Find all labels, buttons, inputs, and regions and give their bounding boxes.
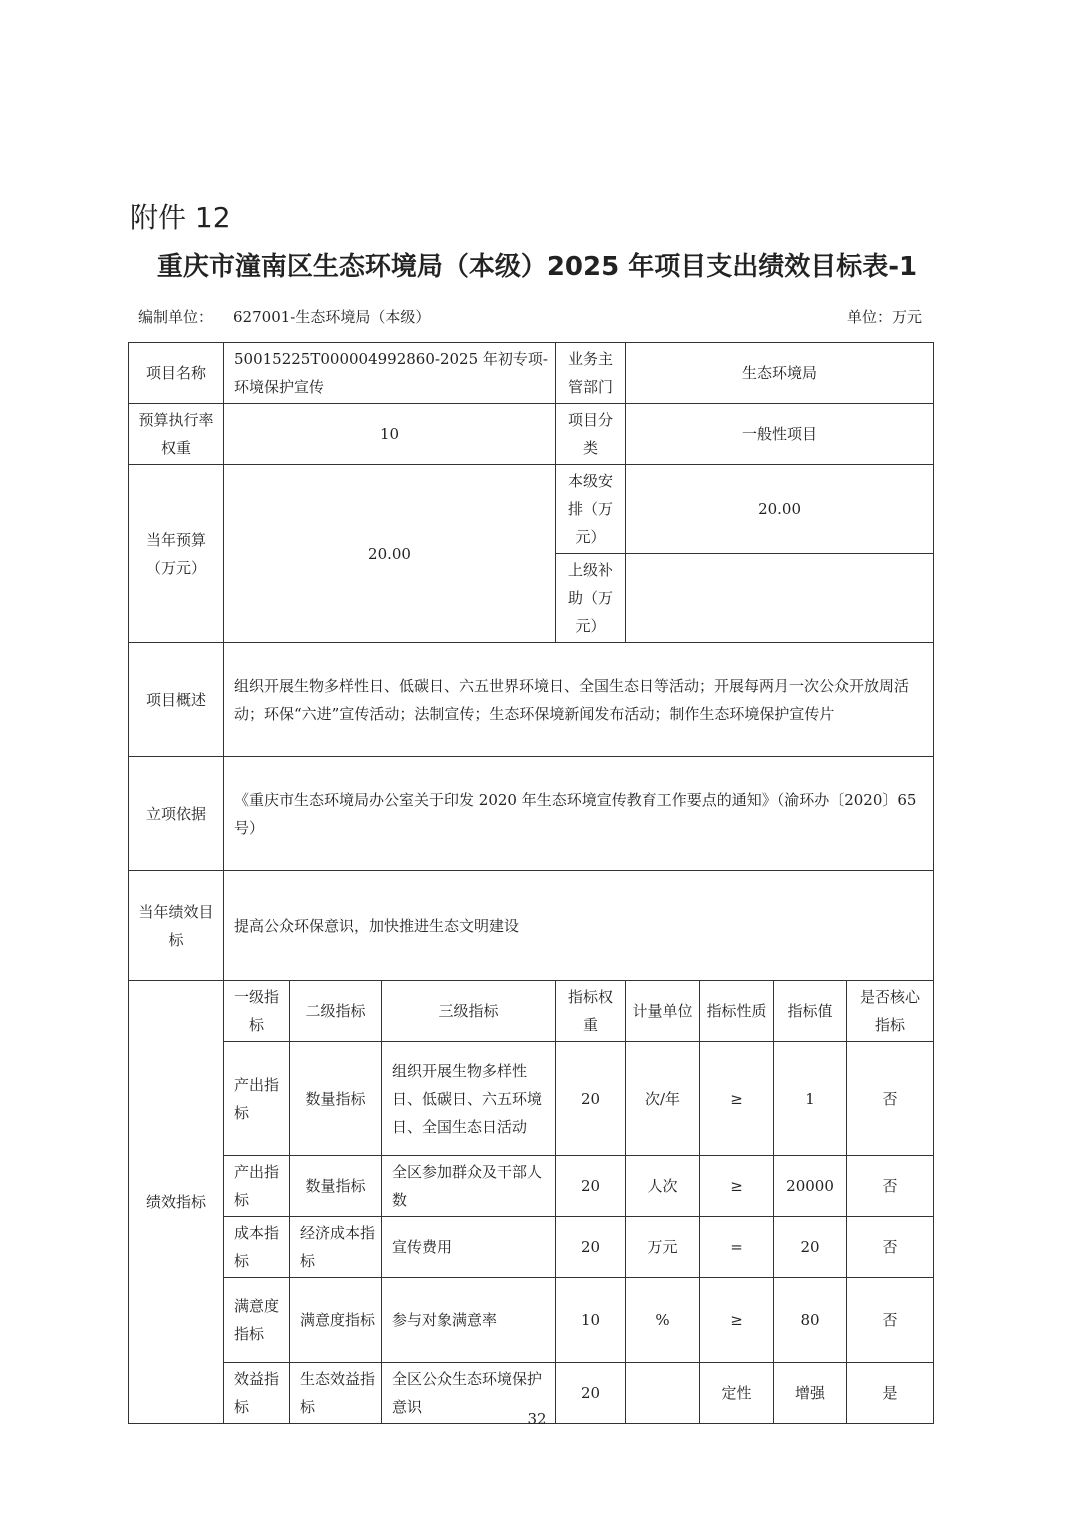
indicator-cell: 产出指标	[224, 1042, 290, 1156]
page-number: 32	[527, 1410, 547, 1428]
indicator-cell: 全区参加群众及干部人数	[382, 1156, 556, 1217]
indicator-cell: 满意度指标	[290, 1278, 382, 1363]
indicator-cell: 20	[556, 1217, 626, 1278]
indicator-cell: 效益指标	[224, 1363, 290, 1424]
header-cell: 三级指标	[382, 981, 556, 1042]
indicator-cell: 1	[774, 1042, 847, 1156]
compile-unit	[138, 306, 430, 327]
indicator-cell: =	[700, 1217, 774, 1278]
header-cell: 二级指标	[290, 981, 382, 1042]
overview-value: 组织开展生物多样性日、低碳日、六五世界环境日、全国生态日等活动；开展每两月一次公众开放周活动；环保“六进”宣传活动；法制宣传；生态环保境新闻发布活动；制作生态环境保护宣传片	[224, 643, 934, 757]
overview-label: 项目概述	[129, 643, 224, 757]
table-row	[129, 404, 934, 465]
indicator-cell: ≥	[700, 1156, 774, 1217]
indicator-row	[129, 1217, 934, 1278]
indicator-cell: 经济成本指标	[290, 1217, 382, 1278]
indicator-cell: 否	[847, 1278, 934, 1363]
indicator-cell: 产出指标	[224, 1156, 290, 1217]
indicator-cell: 人次	[626, 1156, 700, 1217]
indicator-cell: 成本指标	[224, 1217, 290, 1278]
indicator-cell: 全区公众生态环境保护意识	[382, 1363, 556, 1424]
indicator-row	[129, 1278, 934, 1363]
currency-unit: 单位：万元	[846, 308, 922, 326]
table-row	[129, 343, 934, 404]
weight-value: 10	[224, 404, 556, 465]
indicator-cell: 宣传费用	[382, 1217, 556, 1278]
indicator-cell: 20	[556, 1156, 626, 1217]
perf-label: 绩效指标	[129, 981, 224, 1424]
compile-unit-value: 627001-生态环境局（本级）	[233, 308, 431, 326]
indicator-header-row	[129, 981, 934, 1042]
goal-label: 当年绩效目标	[129, 871, 224, 981]
indicator-cell: 20000	[774, 1156, 847, 1217]
indicator-cell: 参与对象满意率	[382, 1278, 556, 1363]
project-name-value: 50015225T000004992860-2025 年初专项-环境保护宣传	[224, 343, 556, 404]
basis-value: 《重庆市生态环境局办公室关于印发 2020 年生态环境宣传教育工作要点的通知》（渝环办〔2020〕65 号）	[224, 757, 934, 871]
indicator-cell: 20	[556, 1042, 626, 1156]
table-row	[129, 643, 934, 757]
attachment-label: 附件 12	[130, 201, 231, 234]
indicator-row	[129, 1042, 934, 1156]
upper-label: 上级补助（万元）	[556, 554, 626, 643]
basis-label: 立项依据	[129, 757, 224, 871]
indicator-row	[129, 1156, 934, 1217]
header-cell: 指标值	[774, 981, 847, 1042]
header-cell: 一级指标	[224, 981, 290, 1042]
indicator-cell: 80	[774, 1278, 847, 1363]
category-value: 一般性项目	[626, 404, 934, 465]
indicator-cell: 万元	[626, 1217, 700, 1278]
weight-label: 预算执行率权重	[129, 404, 224, 465]
indicator-cell: 满意度指标	[224, 1278, 290, 1363]
table-row	[129, 757, 934, 871]
dept-label: 业务主管部门	[556, 343, 626, 404]
indicator-cell: 定性	[700, 1363, 774, 1424]
goal-value: 提高公众环保意识，加快推进生态文明建设	[224, 871, 934, 981]
indicator-cell: 增强	[774, 1363, 847, 1424]
indicator-cell: 数量指标	[290, 1042, 382, 1156]
local-label: 本级安排（万元）	[556, 465, 626, 554]
indicator-cell: ≥	[700, 1042, 774, 1156]
indicator-cell: 数量指标	[290, 1156, 382, 1217]
header-cell: 指标性质	[700, 981, 774, 1042]
local-value: 20.00	[626, 465, 934, 554]
indicator-cell: 生态效益指标	[290, 1363, 382, 1424]
dept-value: 生态环境局	[626, 343, 934, 404]
indicator-cell: 次/年	[626, 1042, 700, 1156]
upper-value	[626, 554, 934, 643]
project-name-label: 项目名称	[129, 343, 224, 404]
budget-value: 20.00	[224, 465, 556, 643]
header-cell: 计量单位	[626, 981, 700, 1042]
compile-unit-label: 编制单位：	[138, 308, 214, 326]
performance-table	[128, 342, 934, 1424]
indicator-cell: 否	[847, 1156, 934, 1217]
budget-label: 当年预算（万元）	[129, 465, 224, 643]
table-row	[129, 465, 934, 554]
header-cell: 指标权重	[556, 981, 626, 1042]
indicator-cell: 否	[847, 1217, 934, 1278]
table-row	[129, 871, 934, 981]
indicator-cell: 组织开展生物多样性日、低碳日、六五环境日、全国生态日活动	[382, 1042, 556, 1156]
indicator-cell: 20	[556, 1363, 626, 1424]
category-label: 项目分类	[556, 404, 626, 465]
indicator-cell: ≥	[700, 1278, 774, 1363]
indicator-cell: 20	[774, 1217, 847, 1278]
indicator-cell: 是	[847, 1363, 934, 1424]
indicator-cell: %	[626, 1278, 700, 1363]
indicator-cell: 10	[556, 1278, 626, 1363]
header-cell: 是否核心指标	[847, 981, 934, 1042]
indicator-cell: 否	[847, 1042, 934, 1156]
document-title: 重庆市潼南区生态环境局（本级）2025 年项目支出绩效目标表-1	[156, 252, 918, 282]
